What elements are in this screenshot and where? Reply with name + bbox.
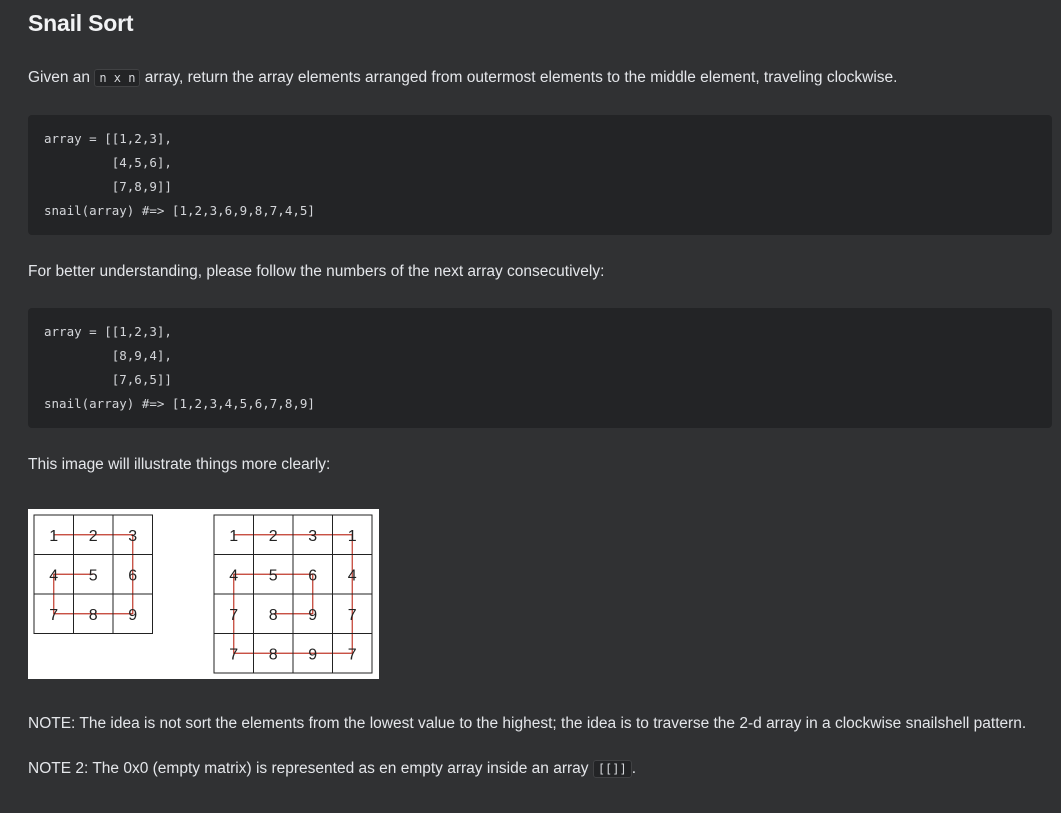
code-block-example-2 (28, 308, 1052, 428)
intro-text-after: array, return the array elements arranged from outermost elements to the middle element, traveling clockwise. (140, 69, 898, 86)
grid-3x3-number: 7 (49, 606, 59, 624)
grid-4x4-number: 9 (308, 646, 318, 664)
page-title: Snail Sort (28, 10, 134, 36)
code-block-example-1 (28, 115, 1052, 235)
inline-code-n-x-n: n x n (94, 69, 140, 87)
grid-4x4-number: 3 (308, 527, 318, 545)
grid-3x3 (34, 515, 153, 634)
snail-illustration-svg (28, 509, 379, 679)
grid-4x4-number: 1 (229, 527, 239, 545)
grid-4x4-number: 7 (229, 606, 239, 624)
note-2 (28, 758, 636, 780)
understanding-paragraph: For better understanding, please follow the numbers of the next array consecutively: (28, 263, 605, 280)
grid-4x4-number: 9 (308, 606, 318, 624)
grid-4x4-number: 4 (229, 567, 239, 585)
grid-4x4-number: 8 (268, 646, 278, 664)
grid-4x4-number: 1 (347, 527, 357, 545)
grid-4x4 (214, 515, 372, 673)
grid-4x4-number: 8 (268, 606, 278, 624)
note-1: NOTE: The idea is not sort the elements from the lowest value to the highest; the idea is to traverse the 2-d array in a clockwise snailshell pattern. (28, 715, 1027, 732)
grid-3x3-number: 2 (88, 527, 98, 545)
grid-4x4-number: 5 (268, 567, 278, 585)
snail-illustration (28, 509, 379, 679)
grid-3x3-number: 8 (88, 606, 98, 624)
intro-text-before: Given an (28, 69, 95, 86)
code-example-1: array = [[1,2,3], [4,5,6], [7,8,9]] snail(array) #=> [1,2,3,6,9,8,7,4,5] (44, 131, 315, 218)
grid-3x3-number: 5 (88, 567, 98, 585)
illustrate-paragraph: This image will illustrate things more clearly: (28, 456, 331, 473)
grid-3x3-number: 4 (49, 567, 59, 585)
grid-3x3-number: 6 (128, 567, 138, 585)
grid-4x4-number: 7 (347, 606, 357, 624)
grid-4x4-number: 6 (308, 567, 318, 585)
grid-3x3-number: 9 (128, 606, 138, 624)
inline-code-empty-matrix: [[]] (593, 760, 632, 778)
note-2-text-after: . (631, 760, 637, 777)
grid-3x3-number: 1 (49, 527, 59, 545)
intro-paragraph (28, 67, 897, 89)
grid-3x3-number: 3 (128, 527, 138, 545)
grid-4x4-number: 2 (268, 527, 278, 545)
code-example-2: array = [[1,2,3], [8,9,4], [7,6,5]] snail(array) #=> [1,2,3,4,5,6,7,8,9] (44, 324, 315, 411)
grid-4x4-number: 4 (347, 567, 357, 585)
grid-4x4-number: 7 (347, 646, 357, 664)
note-2-text-before: NOTE 2: The 0x0 (empty matrix) is represented as en empty array inside an array (28, 760, 593, 777)
grid-4x4-number: 7 (229, 646, 239, 664)
